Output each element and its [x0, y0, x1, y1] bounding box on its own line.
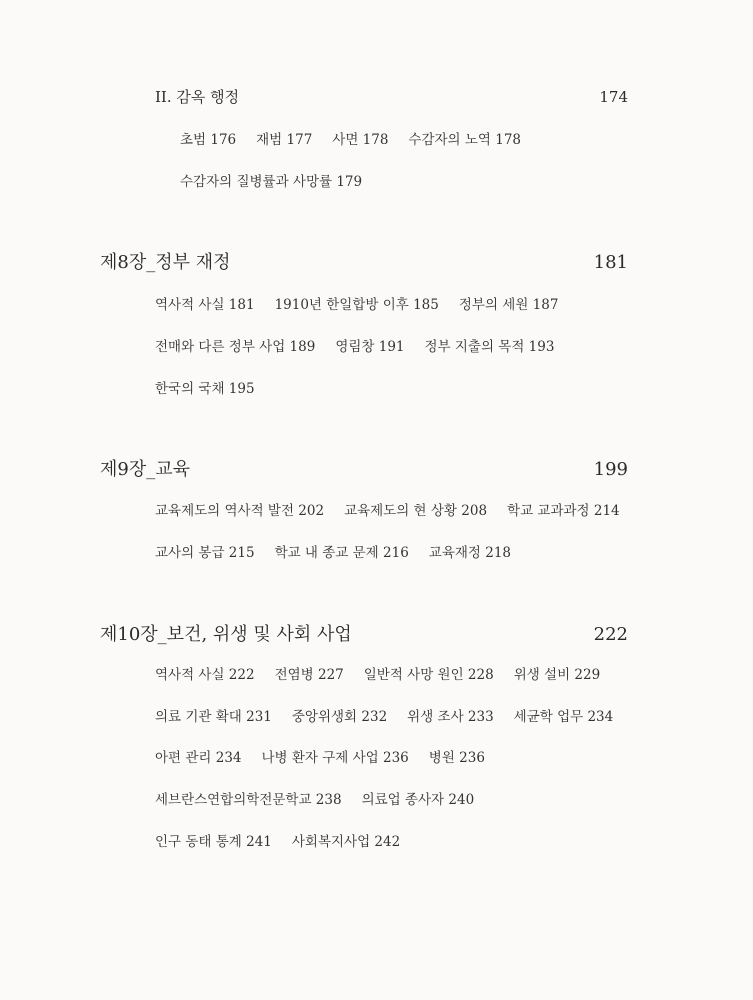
toc-entry: 사회복지사업 242 — [291, 834, 401, 850]
entry-line — [155, 377, 255, 397]
entry-line — [155, 335, 554, 355]
chapter-page-number: 222 — [593, 624, 628, 645]
toc-entry: 정부 지출의 목적 193 — [424, 339, 555, 355]
toc-entry: 나병 환자 구제 사업 236 — [261, 750, 409, 766]
entry-line — [155, 499, 620, 519]
section-page-number: 174 — [599, 88, 628, 106]
chapter-title: 제10장_보건, 위생 및 사회 사업 — [100, 624, 352, 645]
chapter-title: 제8장_정부 재정 — [100, 252, 231, 273]
toc-entry: 1910년 한일합방 이후 185 — [274, 297, 439, 313]
entry-line — [155, 663, 600, 683]
toc-entry: 교육제도의 역사적 발전 202 — [155, 503, 325, 519]
toc-entry: 아편 관리 234 — [155, 750, 242, 766]
entry-line — [155, 746, 485, 766]
toc-entry: 학교 내 종교 문제 216 — [274, 545, 409, 561]
entry-line — [180, 128, 521, 148]
toc-entry: 역사적 사실 222 — [155, 667, 255, 683]
entry-line — [155, 293, 558, 313]
toc-chapter-10 — [100, 620, 628, 646]
entry-line — [155, 705, 613, 725]
toc-entry: 중앙위생회 232 — [291, 709, 388, 725]
toc-entry: 의료업 종사자 240 — [361, 792, 475, 808]
entry-line — [180, 170, 362, 190]
toc-entry: 학교 교과과정 214 — [507, 503, 620, 519]
toc-chapter-9 — [100, 455, 628, 481]
toc-entry: 위생 설비 229 — [513, 667, 601, 683]
toc-entry: 일반적 사망 원인 228 — [363, 667, 494, 683]
toc-chapter-8 — [100, 248, 628, 274]
toc-entry: 교사의 봉급 215 — [155, 545, 255, 561]
toc-entry: 위생 조사 233 — [407, 709, 494, 725]
toc-entry: 교육재정 218 — [428, 545, 512, 561]
toc-entry: 세균학 업무 234 — [513, 709, 614, 725]
toc-entry: 전염병 227 — [274, 667, 344, 683]
toc-entry: 의료 기관 확대 231 — [155, 709, 272, 725]
chapter-page-number: 199 — [593, 459, 628, 480]
toc-entry: 역사적 사실 181 — [155, 297, 255, 313]
toc-entry: 한국의 국채 195 — [155, 381, 255, 397]
entry-line — [155, 541, 511, 561]
toc-entry: 병원 236 — [428, 750, 485, 766]
chapter-page-number: 181 — [593, 252, 628, 273]
chapter-title: 제9장_교육 — [100, 459, 191, 480]
entry-line — [155, 788, 474, 808]
toc-entry: 초범 176 — [180, 132, 237, 148]
toc-entry: 수감자의 질병률과 사망률 179 — [180, 174, 363, 190]
toc-entry: 교육제도의 현 상황 208 — [344, 503, 488, 519]
section-title: II. 감옥 행정 — [155, 88, 240, 106]
toc-entry: 사면 178 — [332, 132, 389, 148]
entry-line — [155, 830, 400, 850]
toc-entry: 재범 177 — [256, 132, 313, 148]
toc-entry: 인구 동태 통계 241 — [155, 834, 272, 850]
toc-entry: 정부의 세원 187 — [458, 297, 559, 313]
toc-entry: 수감자의 노역 178 — [408, 132, 522, 148]
toc-section-prison-admin — [155, 86, 628, 107]
toc-entry: 영림창 191 — [335, 339, 405, 355]
toc-entry: 전매와 다른 정부 사업 189 — [155, 339, 316, 355]
toc-entry: 세브란스연합의학전문학교 238 — [155, 792, 342, 808]
